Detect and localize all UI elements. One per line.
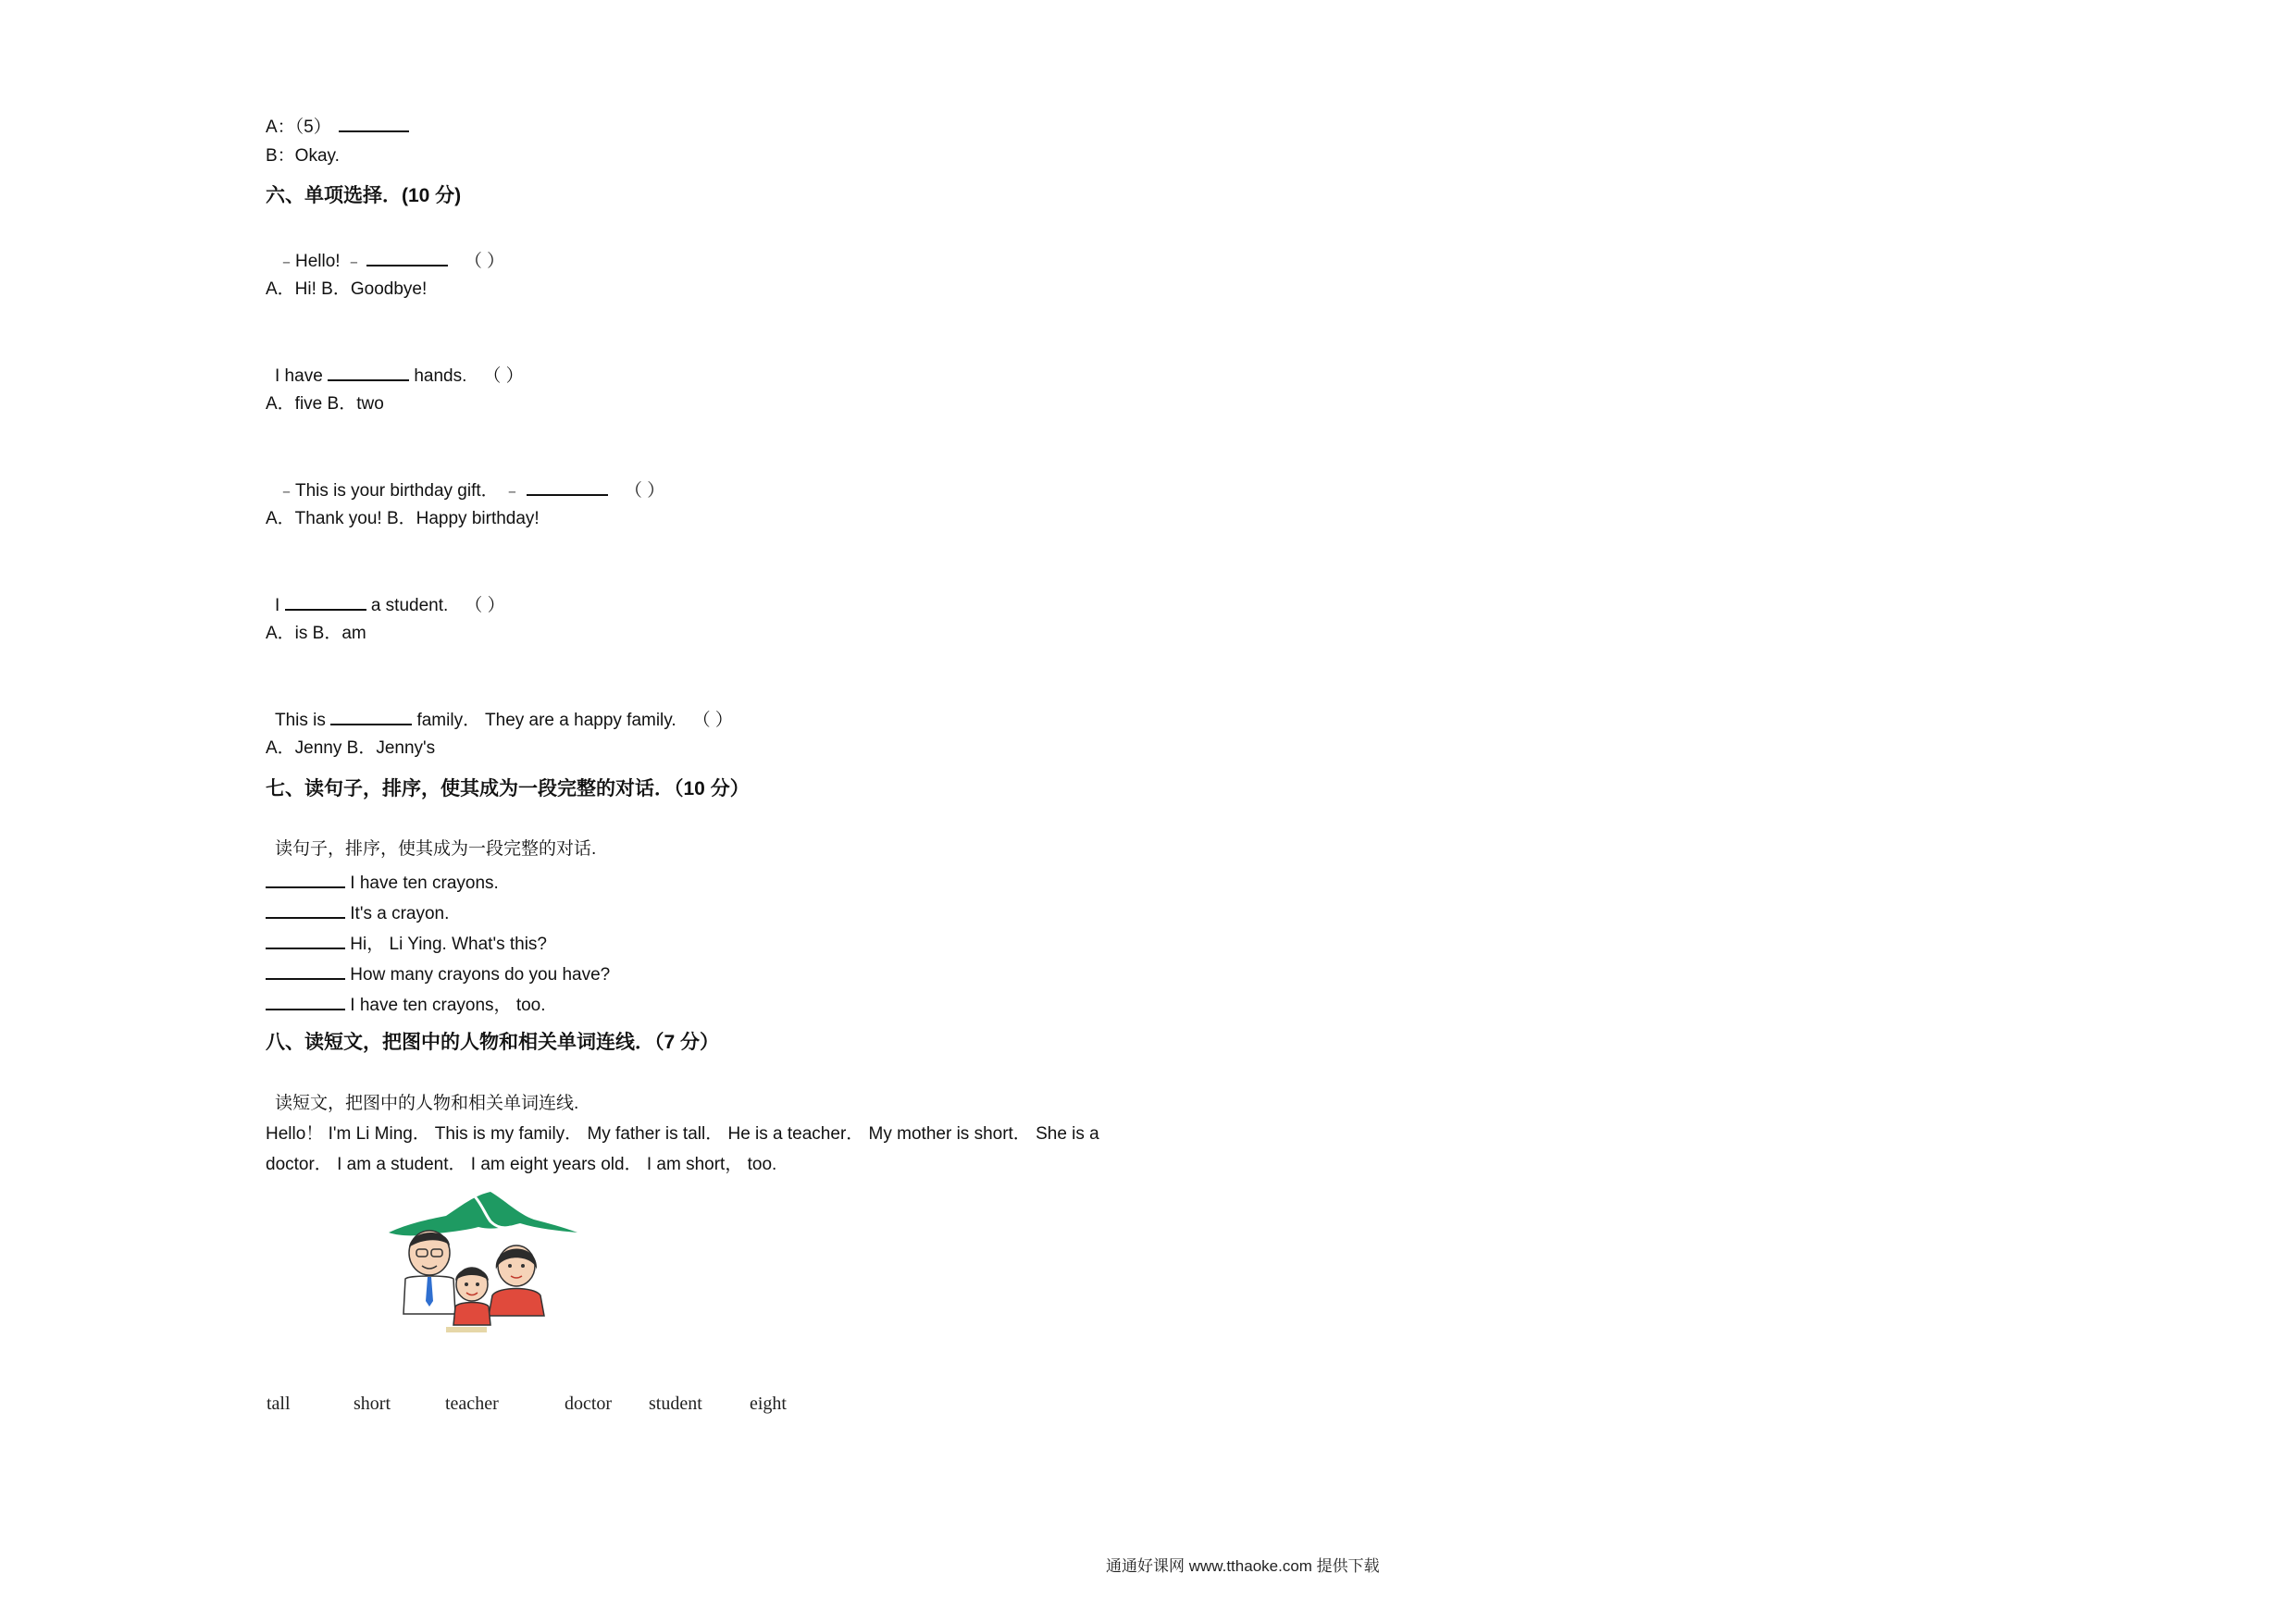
answer-blank[interactable]: [366, 248, 448, 266]
section6-heading: 六、单项选择．(10 分): [266, 185, 462, 206]
answer-blank[interactable]: [330, 707, 412, 725]
section7-heading: 七、读句子，排序，使其成为一段完整的对话．（10 分）: [266, 778, 750, 799]
word-short[interactable]: short: [354, 1394, 391, 1414]
order-item-1: I have ten crayons.: [266, 870, 499, 895]
question-1: ﹣Hello! ﹣ （ ）: [278, 248, 504, 273]
order-blank[interactable]: [266, 992, 345, 1010]
answer-blank[interactable]: [285, 592, 366, 611]
question-4-options: A．is B．am: [266, 624, 366, 643]
order-item-4: How many crayons do you have?: [266, 961, 610, 986]
word-doctor[interactable]: doctor: [565, 1394, 613, 1414]
order-item-2: It's a crayon.: [266, 900, 449, 925]
mountain-shape: [389, 1192, 577, 1235]
answer-blank[interactable]: [328, 363, 409, 381]
answer-parentheses[interactable]: （ ）: [464, 252, 505, 271]
order-item-3: Hi， Li Ying. What's this?: [266, 931, 547, 956]
family-illustration: [381, 1186, 581, 1336]
question-1-options: A．Hi! B．Goodbye!: [266, 279, 428, 299]
answer-blank[interactable]: [339, 114, 409, 132]
answer-parentheses[interactable]: （ ）: [465, 596, 505, 615]
order-item-5: I have ten crayons， too.: [266, 992, 546, 1017]
dialogue-line-b: B：Okay.: [266, 146, 340, 166]
question-3: ﹣This is your birthday gift． ﹣ （ ）: [278, 477, 664, 502]
question-5-options: A．Jenny B．Jenny's: [266, 738, 436, 758]
photo-caption-strip: [446, 1327, 487, 1332]
section8-instruction: 读短文，把图中的人物和相关单词连线.: [275, 1094, 579, 1113]
word-tall[interactable]: tall: [267, 1394, 291, 1414]
passage-line-2: doctor． I am a student． I am eight years old． I am short， too.: [266, 1155, 777, 1174]
page-footer: 通通好课网 www.tthaoke.com 提供下载: [1106, 1557, 1380, 1575]
question-2-options: A．five B．two: [266, 394, 384, 414]
section7-instruction: 读句子，排序，使其成为一段完整的对话.: [275, 839, 597, 859]
answer-parentheses[interactable]: （ ）: [624, 481, 665, 501]
order-blank[interactable]: [266, 900, 345, 919]
order-blank[interactable]: [266, 870, 345, 888]
answer-parentheses[interactable]: （ ）: [692, 711, 733, 730]
order-blank[interactable]: [266, 931, 345, 949]
word-teacher[interactable]: teacher: [445, 1394, 499, 1414]
passage-line-1: Hello！ I'm Li Ming． This is my family． My father is tall． He is a teacher． My mother is short． She is a: [266, 1124, 1099, 1144]
mother-figure: [489, 1245, 544, 1316]
question-2: I have hands. （ ）: [275, 363, 524, 388]
child-figure: [453, 1268, 490, 1325]
question-5: This is family． They are a happy family. （ ）: [275, 707, 733, 732]
dialogue-line-a: A：（5）: [266, 114, 409, 139]
answer-blank[interactable]: [527, 477, 608, 496]
father-figure: [403, 1231, 455, 1314]
section8-heading: 八、读短文，把图中的人物和相关单词连线．（7 分）: [266, 1032, 720, 1053]
order-blank[interactable]: [266, 961, 345, 980]
answer-parentheses[interactable]: （ ）: [483, 366, 524, 386]
question-3-options: A．Thank you! B．Happy birthday!: [266, 509, 540, 528]
question-4: I a student. （ ）: [275, 592, 505, 617]
word-student[interactable]: student: [649, 1394, 702, 1414]
word-eight[interactable]: eight: [750, 1394, 787, 1414]
